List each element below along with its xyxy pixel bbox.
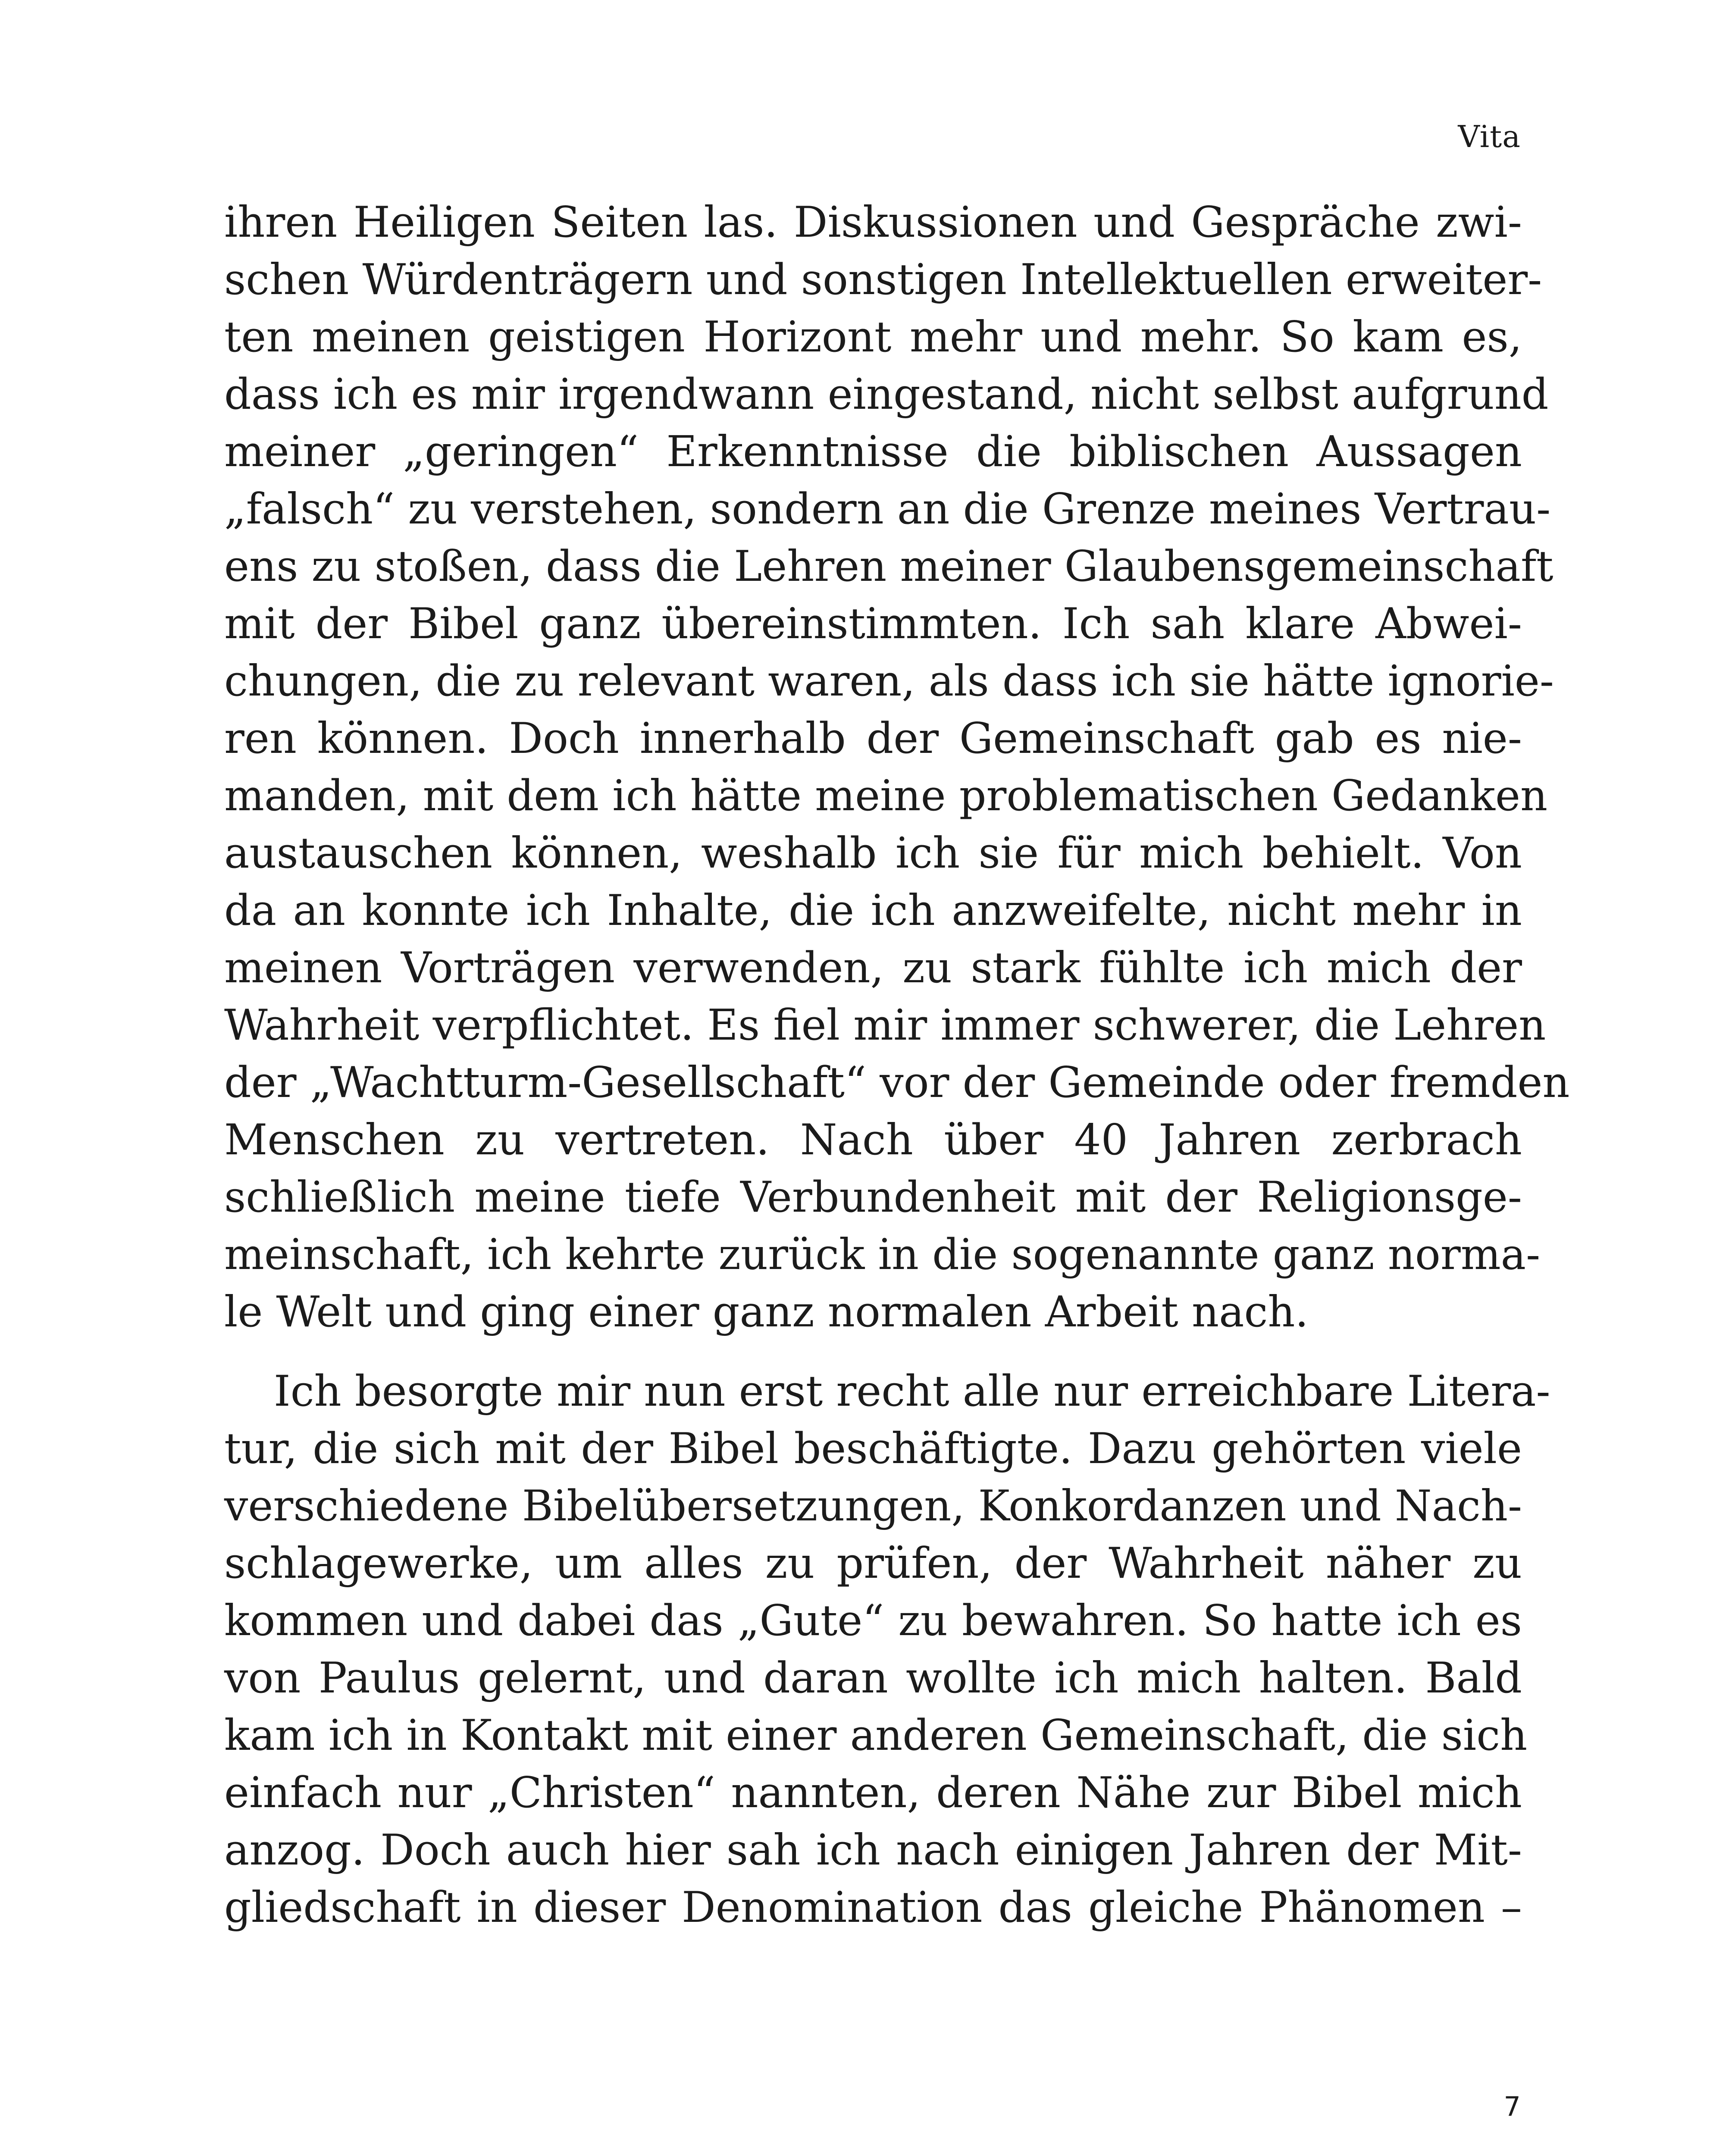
text-line: meiner „geringen“ Erkenntnisse die biblischen Aussagen xyxy=(224,427,1522,476)
text-line: da an konnte ich Inhalte, die ich anzweifelte, nicht mehr in xyxy=(224,886,1522,935)
text-line: schließlich meine tiefe Verbundenheit mit der Religionsge- xyxy=(224,1173,1522,1222)
text-line: von Paulus gelernt, und daran wollte ich mich halten. Bald xyxy=(224,1654,1522,1703)
text-line: le Welt und ging einer ganz normalen Arbeit nach. xyxy=(224,1288,1309,1337)
text-line: kommen und dabei das „Gute“ zu bewahren. So hatte ich es xyxy=(224,1596,1522,1645)
text-line: meinschaft, ich kehrte zurück in die sogenannte ganz norma- xyxy=(224,1230,1541,1279)
text-line: der „Wachtturm-Gesellschaft“ vor der Gemeinde oder fremden xyxy=(224,1058,1570,1107)
page-number: 7 xyxy=(1503,2091,1521,2122)
text-line: ihren Heiligen Seiten las. Diskussionen und Gespräche zwi- xyxy=(224,198,1522,247)
text-line: austauschen können, weshalb ich sie für mich behielt. Von xyxy=(224,829,1522,878)
text-line: Ich besorgte mir nun erst recht alle nur erreichbare Litera- xyxy=(274,1367,1550,1416)
paragraph xyxy=(224,194,1570,1341)
text-line: schlagewerke, um alles zu prüfen, der Wahrheit näher zu xyxy=(224,1539,1522,1588)
text-line: ren können. Doch innerhalb der Gemeinschaft gab es nie- xyxy=(224,714,1522,763)
text-line: Wahrheit verpflichtet. Es fiel mir immer schwerer, die Lehren xyxy=(224,1001,1546,1050)
paragraph xyxy=(224,1363,1550,1937)
text-line: gliedschaft in dieser Denomination das gleiche Phänomen – xyxy=(224,1883,1522,1932)
text-line: tur, die sich mit der Bibel beschäftigte. Dazu gehörten viele xyxy=(224,1424,1522,1473)
running-header: Vita xyxy=(1458,119,1521,154)
text-line: meinen Vorträgen verwenden, zu stark fühlte ich mich der xyxy=(224,943,1522,993)
text-line: ten meinen geistigen Horizont mehr und mehr. So kam es, xyxy=(224,313,1522,362)
body-text xyxy=(224,194,1570,1937)
text-line: anzog. Doch auch hier sah ich nach einigen Jahren der Mit- xyxy=(224,1826,1522,1875)
text-line: „falsch“ zu verstehen, sondern an die Grenze meines Vertrau- xyxy=(224,485,1551,534)
text-line: dass ich es mir irgendwann eingestand, nicht selbst aufgrund xyxy=(224,370,1549,419)
text-line: ens zu stoßen, dass die Lehren meiner Glaubensgemeinschaft xyxy=(224,542,1553,591)
text-line: einfach nur „Christen“ nannten, deren Nähe zur Bibel mich xyxy=(224,1768,1522,1818)
text-line: chungen, die zu relevant waren, als dass ich sie hätte ignorie- xyxy=(224,657,1554,706)
text-line: kam ich in Kontakt mit einer anderen Gemeinschaft, die sich xyxy=(224,1711,1528,1760)
text-line: verschiedene Bibelübersetzungen, Konkordanzen und Nach- xyxy=(224,1482,1522,1531)
text-line: schen Würdenträgern und sonstigen Intellektuellen erweiter- xyxy=(224,255,1542,304)
text-line: manden, mit dem ich hätte meine problematischen Gedanken xyxy=(224,771,1548,821)
text-line: Menschen zu vertreten. Nach über 40 Jahren zerbrach xyxy=(224,1116,1522,1165)
text-line: mit der Bibel ganz übereinstimmten. Ich sah klare Abwei- xyxy=(224,599,1522,649)
